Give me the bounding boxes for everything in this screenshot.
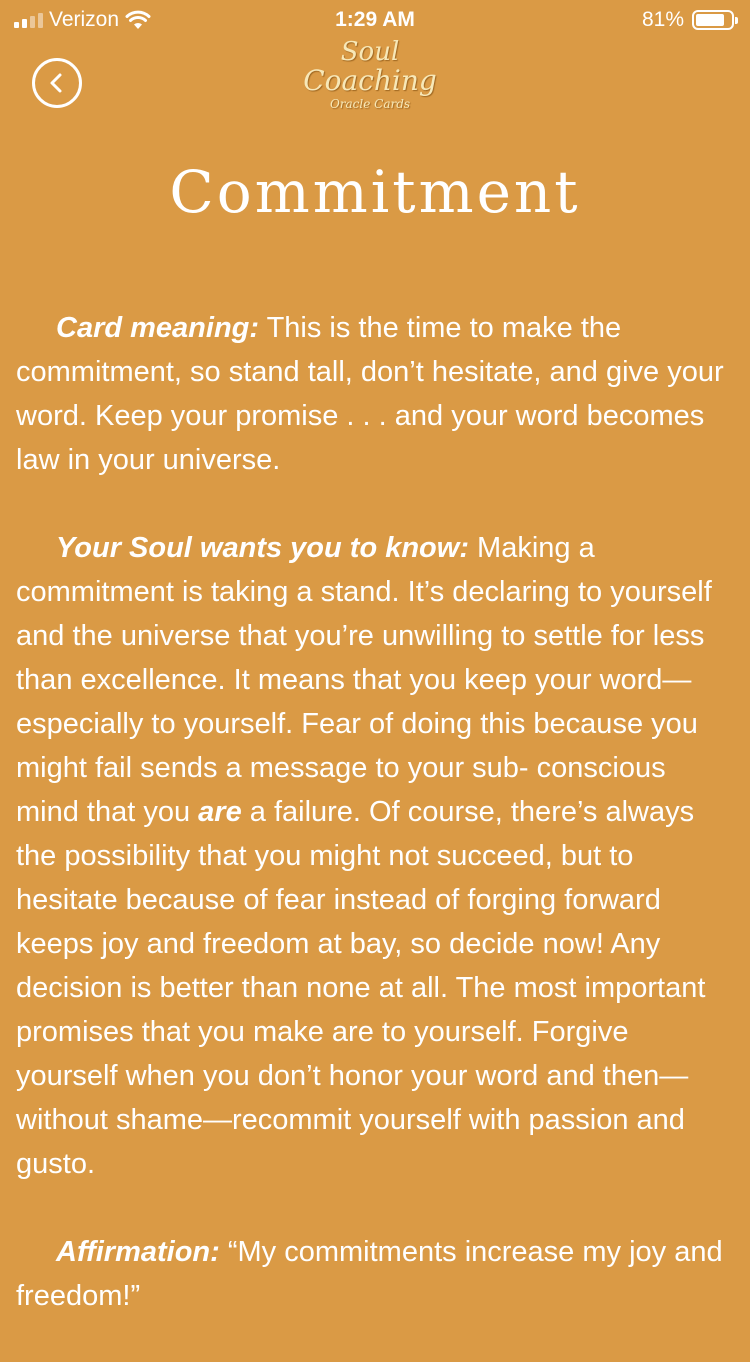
status-bar xyxy=(0,0,750,40)
soul-message-paragraph xyxy=(16,526,734,1186)
logo-line-3: Oracle Cards xyxy=(329,97,411,111)
battery-fill xyxy=(696,14,724,26)
affirmation-text: “My commitments increase my joy and freedom!” xyxy=(16,1236,723,1312)
card-title: Commitment xyxy=(169,158,581,226)
soul-message-emphasis: are xyxy=(198,796,242,828)
card-content xyxy=(16,306,734,1362)
soul-message-label: Your Soul wants you to know: xyxy=(56,532,469,564)
card-meaning-paragraph xyxy=(16,306,734,482)
battery-icon xyxy=(692,10,734,30)
app-logo xyxy=(270,38,470,128)
back-button[interactable] xyxy=(32,58,82,108)
affirmation-paragraph xyxy=(16,1230,734,1318)
carrier-label: Verizon xyxy=(49,8,120,31)
chevron-left-icon xyxy=(45,71,69,95)
logo-line-2: Coaching xyxy=(303,64,437,97)
soul-message-text-before: Making a commitment is taking a stand. It’s declaring to yourself and the universe that you’re unwilling to settle for less than excellence. It means that you keep your word—especially to yourself. Fear of doing this because you might fail sends a message to your sub- conscious mind that you xyxy=(16,532,712,828)
logo-line-1: Soul xyxy=(340,37,400,67)
affirmation-label: Affirmation: xyxy=(56,1236,220,1268)
card-meaning-text: This is the time to make the commitment, so stand tall, don’t hesitate, and give your word. Keep your promise . . . and your word becomes law in your universe. xyxy=(16,312,724,476)
battery-percent: 81% xyxy=(641,8,684,31)
soul-message-text-after: a failure. Of course, there’s always the possibility that you might not succeed, but to hesitate because of fear instead of forging forward keeps joy and freedom at bay, so decide now! Any decision is better than none at all. The most important promises that you make are to yourself. Forgive yourself when you don’t honor your word and then—without shame—recommit yourself with passion and gusto. xyxy=(16,796,706,1180)
status-time: 1:29 AM xyxy=(335,8,415,31)
status-right xyxy=(642,8,734,32)
card-meaning-label: Card meaning: xyxy=(56,312,260,344)
